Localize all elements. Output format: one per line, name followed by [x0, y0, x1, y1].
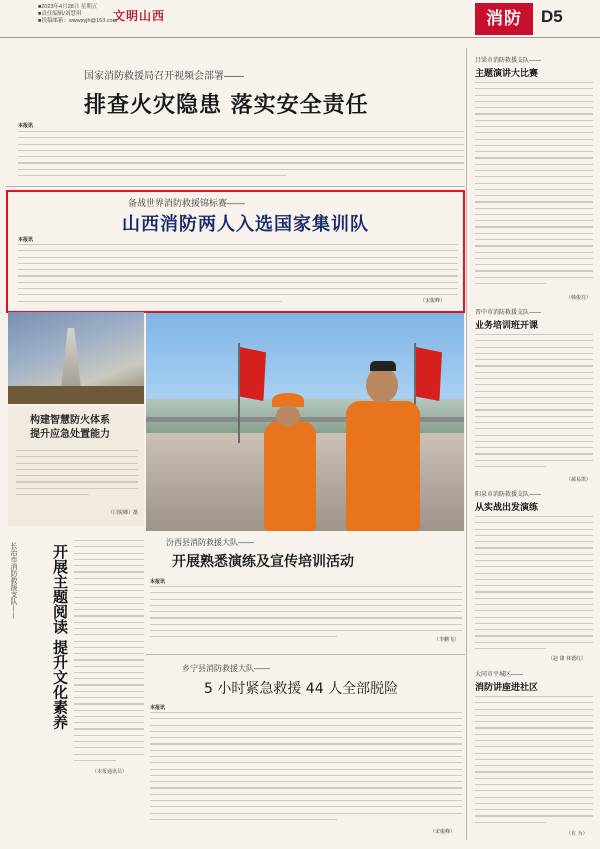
- highlight-body: [18, 244, 458, 306]
- top-story-headline: 排查火灾隐患 落实安全责任: [84, 93, 369, 118]
- vertical-story-headline: 开展主题阅读 提升文化素养: [51, 544, 69, 730]
- sidebar-2-body: [475, 334, 593, 474]
- sidebar-3-kicker: 阳泉市消防救援支队——: [475, 492, 542, 498]
- fire-tower-photo: [8, 312, 144, 404]
- xiangning-kicker: 乡宁县消防救援大队——: [182, 664, 270, 673]
- highlight-kicker: 备战世界消防救援锦标赛——: [128, 198, 246, 208]
- left-feature-byline: （闫锐卿）摄: [107, 510, 138, 516]
- sidebar-3-body: [475, 516, 593, 656]
- section-badge: 消防: [475, 3, 533, 35]
- xiangning-lead: 本报讯: [150, 705, 166, 711]
- rule-top: [6, 186, 465, 187]
- sidebar-4-kicker: 大同市平城区——: [475, 672, 524, 678]
- sidebar-divider: [466, 48, 467, 840]
- fenxi-headline: 开展熟悉演练及宣传培训活动: [172, 554, 354, 570]
- sidebar-4-headline: 消防讲座进社区: [475, 683, 539, 693]
- sidebar-1-body: [475, 82, 593, 292]
- highlight-byline: （宋俊峰）: [420, 298, 446, 304]
- fenxi-body: [150, 586, 462, 638]
- xiangning-body: [150, 712, 462, 828]
- vertical-story: [6, 532, 72, 764]
- sidebar-1-byline: （韩俊亮）: [566, 295, 592, 301]
- top-story-lead: 本报讯: [18, 123, 34, 129]
- sidebar-4-body: [475, 696, 593, 826]
- sidebar-4-byline: （有 为）: [566, 831, 588, 837]
- vertical-story-kicker: 长治市消防救援支队——: [10, 542, 18, 619]
- top-story-body: [18, 131, 464, 183]
- xiangning-headline: 5 小时紧急救援 44 人全部脱险: [204, 681, 399, 697]
- sidebar-1-kicker: 吕梁市消防救援支队——: [475, 58, 542, 64]
- left-feature-title: 构建智慧防火体系 提升应急处置能力: [30, 415, 110, 440]
- sidebar-1-headline: 主题演讲大比赛: [475, 69, 539, 79]
- sidebar-2-headline: 业务培训班开课: [475, 321, 539, 331]
- vertical-story-byline: （本报通讯员）: [92, 769, 128, 775]
- rule-mid: [146, 654, 465, 655]
- newspaper-logo: 文明山西: [113, 9, 166, 23]
- top-story-kicker: 国家消防救援局召开视频会部署——: [84, 71, 244, 82]
- sidebar-2-byline: （郝易凯）: [566, 477, 592, 483]
- page-number: D5: [541, 7, 563, 26]
- fenxi-lead: 本报讯: [150, 579, 166, 585]
- vertical-story-body: [74, 540, 144, 764]
- sidebar-3-byline: （赵 雄 林德红）: [548, 656, 587, 662]
- firefighters-photo: [146, 313, 464, 531]
- sidebar-3-headline: 从实战出发演练: [475, 503, 539, 513]
- issue-meta: ■2023年4月28日 星期五 ■责任编辑/刘慧琪 ■投稿邮箱：wwwxyjh@163.com: [38, 4, 118, 24]
- left-feature: [8, 406, 144, 526]
- masthead: [0, 0, 600, 38]
- left-feature-body: [16, 450, 138, 500]
- xiangning-byline: （宋俊峰）: [430, 829, 456, 835]
- highlight-headline: 山西消防两人入选国家集训队: [122, 214, 369, 235]
- fenxi-kicker: 汾西县消防救援大队——: [166, 538, 254, 547]
- sidebar-2-kicker: 晋中市消防救援支队——: [475, 310, 542, 316]
- highlight-lead: 本报讯: [18, 237, 34, 243]
- fenxi-byline: （李鹏飞）: [434, 637, 460, 643]
